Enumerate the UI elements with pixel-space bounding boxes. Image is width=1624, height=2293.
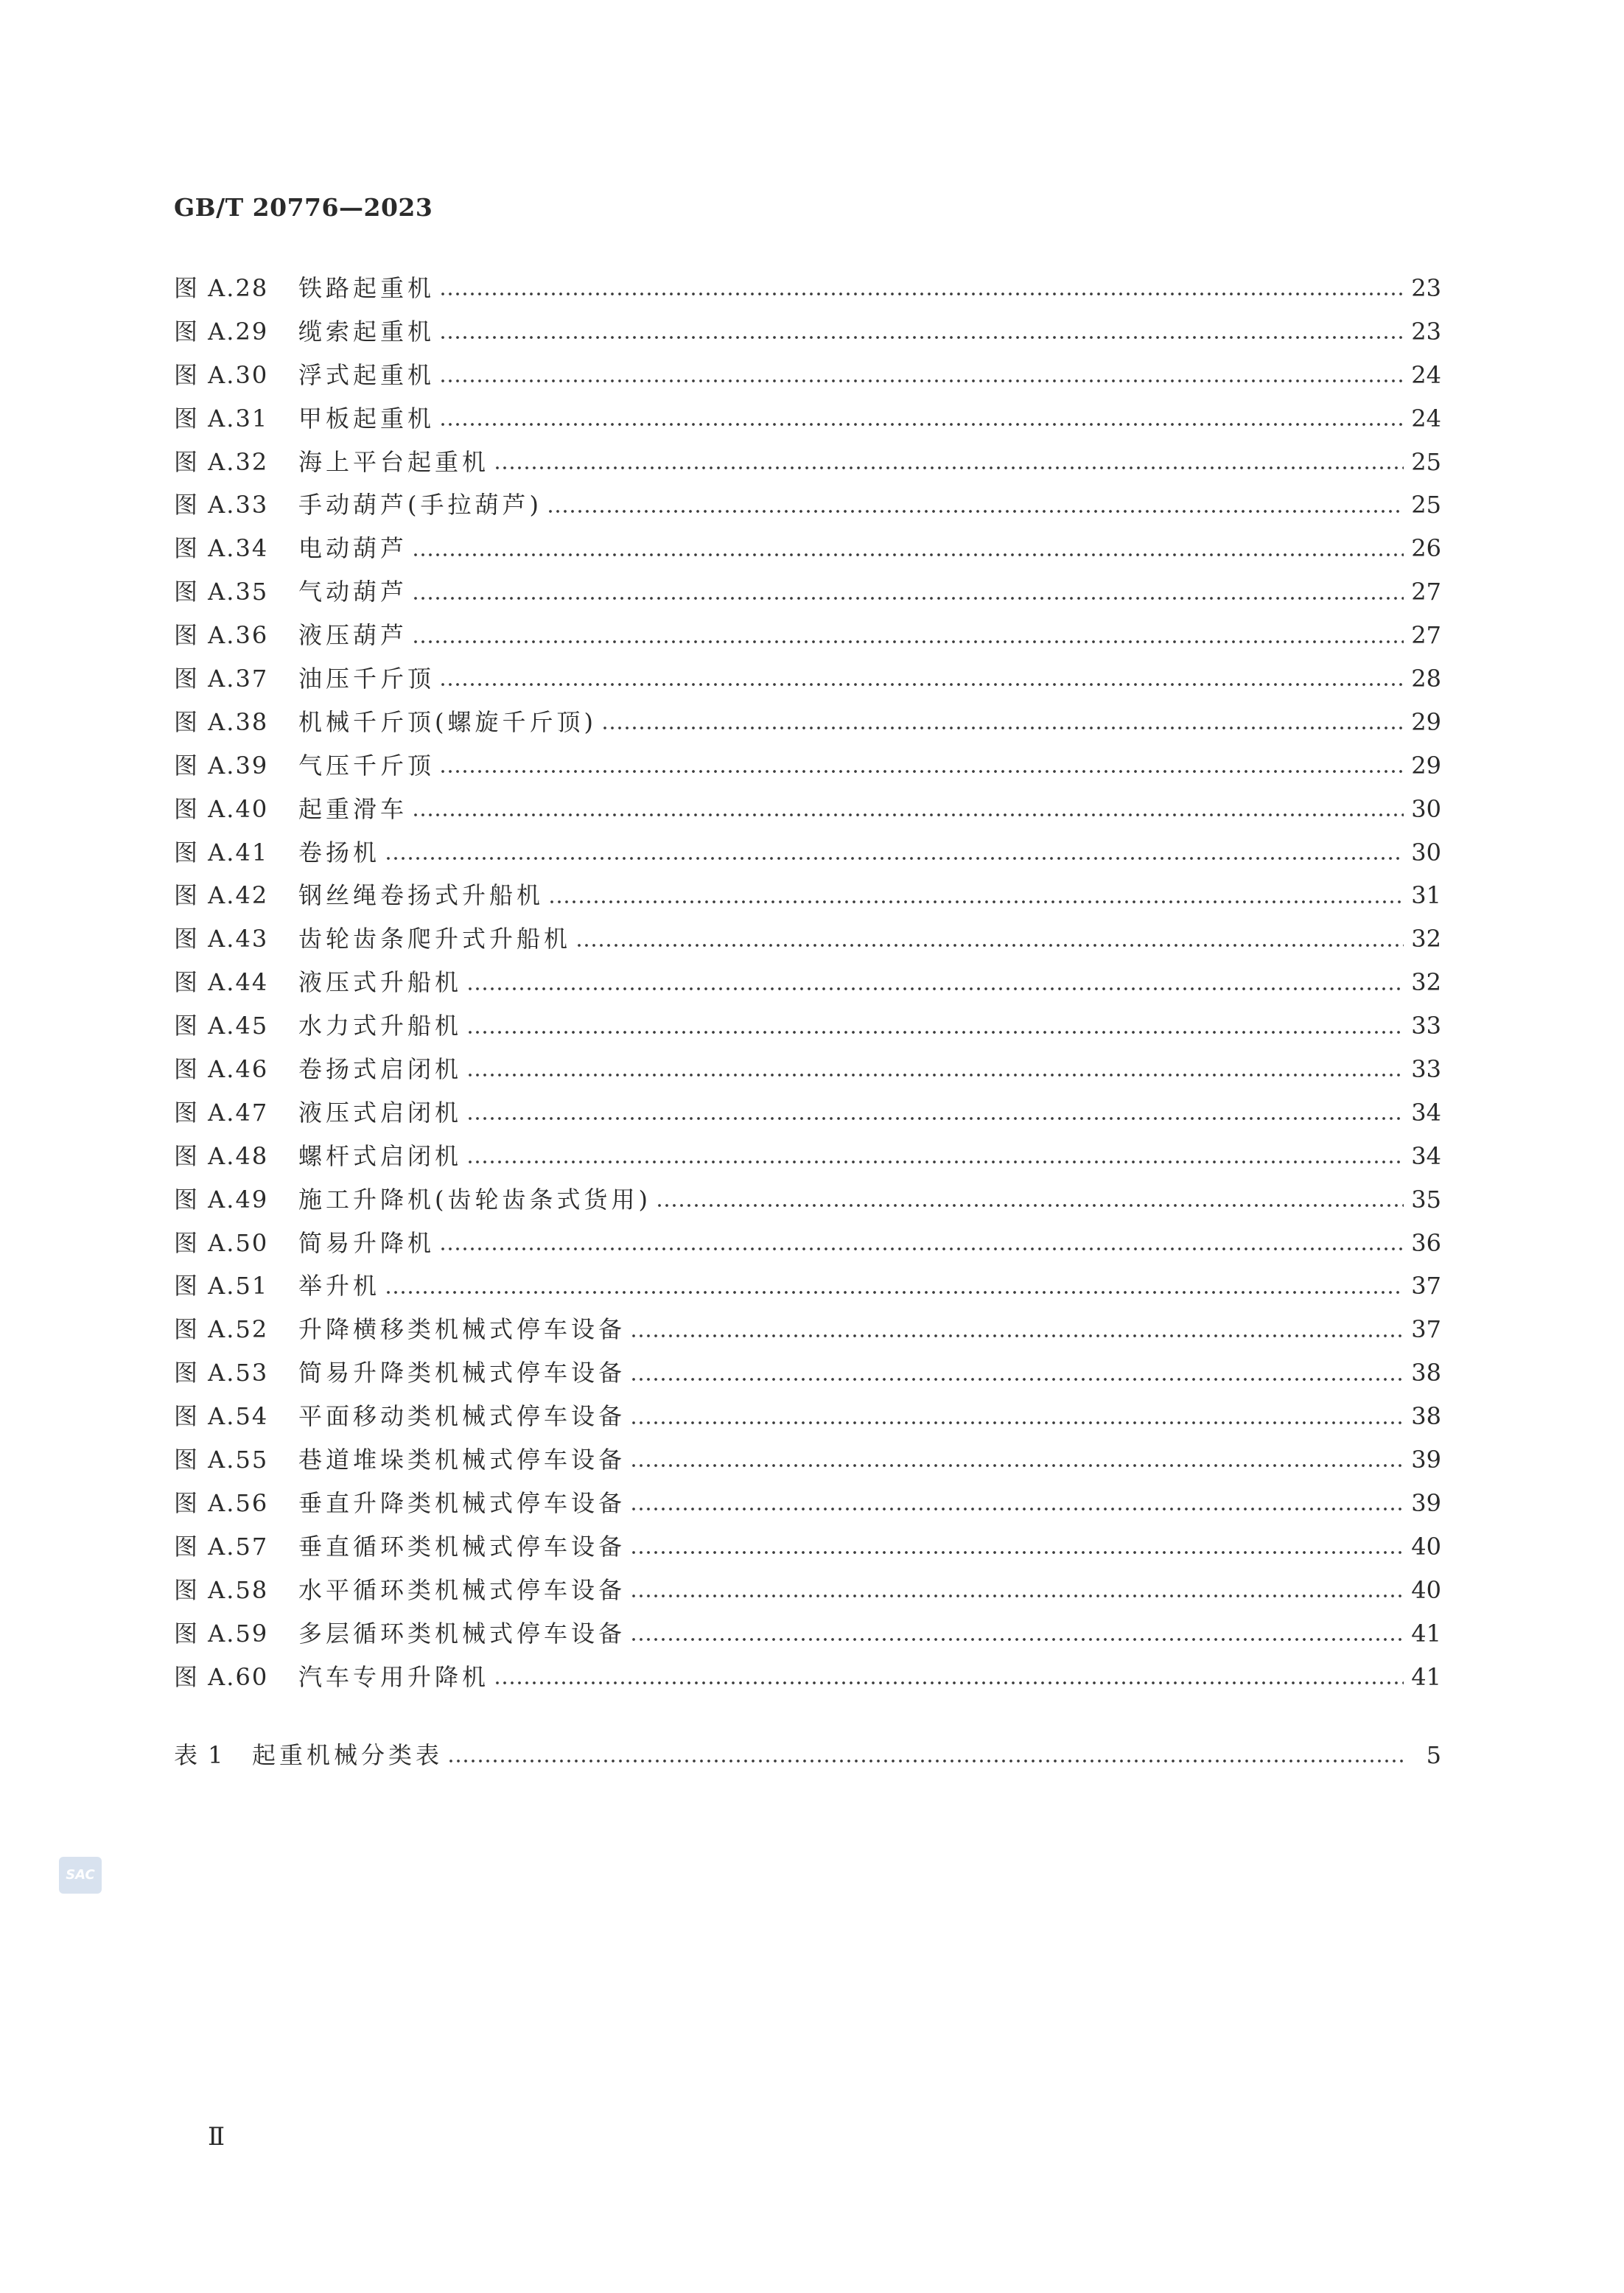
figure-title: 垂直升降类机械式停车设备	[298, 1488, 626, 1517]
toc-entry[interactable]	[174, 1525, 1441, 1569]
figure-title: 简易升降类机械式停车设备	[298, 1359, 626, 1387]
toc-entry[interactable]	[174, 1351, 1441, 1395]
toc-entry[interactable]	[174, 1395, 1441, 1438]
dot-leader	[494, 465, 1404, 471]
toc-entry[interactable]	[174, 397, 1441, 441]
figure-title: 缆索起重机	[298, 317, 435, 346]
dot-leader	[630, 1550, 1404, 1555]
figure-label: 图 A.58	[174, 1575, 269, 1604]
figure-page-number: 33	[1411, 1012, 1441, 1040]
figure-title: 气压千斤顶	[298, 751, 435, 780]
figure-label: 图 A.51	[174, 1272, 269, 1300]
figure-page-number: 40	[1411, 1532, 1441, 1561]
toc-entry[interactable]	[174, 1091, 1441, 1135]
figure-label: 图 A.28	[174, 274, 269, 302]
dot-leader	[548, 899, 1404, 905]
toc-entry[interactable]	[174, 527, 1441, 570]
figure-page-number: 40	[1411, 1575, 1441, 1604]
dot-leader	[630, 1333, 1404, 1339]
figure-title: 齿轮齿条爬升式升船机	[298, 925, 572, 953]
figure-page-number: 34	[1411, 1141, 1441, 1170]
figure-title: 平面移动类机械式停车设备	[298, 1402, 626, 1431]
figure-title: 海上平台起重机	[298, 447, 490, 476]
figure-title: 钢丝绳卷扬式升船机	[298, 881, 545, 910]
figure-title: 汽车专用升降机	[298, 1662, 490, 1691]
figure-page-number: 35	[1411, 1185, 1441, 1214]
figure-label: 图 A.40	[174, 794, 269, 823]
toc-entry[interactable]	[174, 1264, 1441, 1308]
figure-label: 图 A.29	[174, 317, 269, 346]
dot-leader	[439, 291, 1404, 297]
figure-title: 铁路起重机	[298, 274, 435, 302]
figure-page-number: 37	[1411, 1315, 1441, 1344]
dot-leader	[466, 1116, 1404, 1121]
figure-title: 简易升降机	[298, 1228, 435, 1257]
figure-title: 多层循环类机械式停车设备	[298, 1619, 626, 1648]
dot-leader	[466, 1159, 1404, 1165]
figure-page-number: 27	[1411, 578, 1441, 606]
figure-title: 施工升降机(齿轮齿条式货用)	[298, 1185, 651, 1214]
dot-leader	[547, 508, 1404, 514]
figure-label: 图 A.53	[174, 1359, 269, 1387]
figure-page-number: 39	[1411, 1446, 1441, 1474]
figure-title: 电动葫芦	[298, 534, 408, 563]
figure-label: 图 A.44	[174, 968, 269, 997]
figure-page-number: 36	[1411, 1228, 1441, 1257]
figure-page-number: 34	[1411, 1098, 1441, 1127]
sac-logo-icon: SAC	[59, 1857, 102, 1894]
figure-title: 甲板起重机	[298, 404, 435, 433]
toc-entry[interactable]	[174, 483, 1441, 527]
figure-label: 图 A.34	[174, 534, 269, 563]
figure-title: 巷道堆垛类机械式停车设备	[298, 1446, 626, 1474]
dot-leader	[630, 1463, 1404, 1468]
toc-entry[interactable]	[174, 570, 1441, 614]
toc-entry[interactable]	[174, 310, 1441, 354]
figure-page-number: 29	[1411, 707, 1441, 736]
dot-leader	[439, 335, 1404, 340]
figure-label: 图 A.38	[174, 707, 269, 736]
figure-page-number: 23	[1411, 317, 1441, 346]
figure-title: 水平循环类机械式停车设备	[298, 1575, 626, 1604]
figure-label: 图 A.30	[174, 360, 269, 389]
dot-leader	[466, 1072, 1404, 1078]
figure-page-number: 41	[1411, 1619, 1441, 1648]
dot-leader	[412, 595, 1404, 601]
toc-entry[interactable]	[174, 441, 1441, 484]
toc-entry[interactable]	[174, 1222, 1441, 1265]
figure-label: 图 A.43	[174, 925, 269, 953]
figure-label: 图 A.45	[174, 1012, 269, 1040]
figure-label: 图 A.59	[174, 1619, 269, 1648]
dot-leader	[656, 1202, 1404, 1208]
dot-leader	[439, 1246, 1404, 1252]
dot-leader	[630, 1376, 1404, 1382]
dot-leader	[385, 855, 1404, 861]
figure-page-number: 27	[1411, 621, 1441, 650]
figure-title: 机械千斤顶(螺旋千斤顶)	[298, 707, 597, 736]
figure-page-number: 23	[1411, 274, 1441, 302]
figure-label: 图 A.48	[174, 1141, 269, 1170]
figure-page-number: 30	[1411, 838, 1441, 867]
figure-title: 起重滑车	[298, 794, 408, 823]
figure-label: 图 A.31	[174, 404, 269, 433]
figure-label: 图 A.57	[174, 1532, 269, 1561]
dot-leader	[439, 378, 1404, 384]
toc-entry[interactable]	[174, 354, 1441, 397]
dot-leader	[575, 942, 1404, 948]
figure-label: 图 A.32	[174, 447, 269, 476]
toc-entry[interactable]	[174, 1656, 1441, 1699]
dot-leader	[630, 1593, 1404, 1599]
figure-page-number: 41	[1411, 1662, 1441, 1691]
dot-leader	[439, 682, 1404, 687]
figure-title: 液压式启闭机	[298, 1098, 463, 1127]
dot-leader	[439, 769, 1404, 774]
table-toc-entry[interactable]	[174, 1734, 1441, 1777]
dot-leader	[466, 1029, 1404, 1035]
figure-page-number: 39	[1411, 1488, 1441, 1517]
toc-entry[interactable]	[174, 1482, 1441, 1525]
figure-title: 水力式升船机	[298, 1012, 463, 1040]
figure-title: 手动葫芦(手拉葫芦)	[298, 491, 542, 519]
dot-leader	[412, 552, 1404, 558]
figure-title: 液压葫芦	[298, 621, 408, 650]
dot-leader	[385, 1289, 1404, 1295]
dot-leader	[630, 1506, 1404, 1512]
figure-title: 浮式起重机	[298, 360, 435, 389]
figure-title: 油压千斤顶	[298, 665, 435, 693]
figure-page-number: 29	[1411, 751, 1441, 780]
figure-page-number: 24	[1411, 404, 1441, 433]
figure-label: 图 A.49	[174, 1185, 269, 1214]
dot-leader	[630, 1420, 1404, 1426]
page-number: Ⅱ	[208, 2122, 225, 2152]
figure-page-number: 24	[1411, 360, 1441, 389]
figure-label: 图 A.56	[174, 1488, 269, 1517]
dot-leader	[630, 1636, 1404, 1642]
figure-page-number: 28	[1411, 665, 1441, 693]
toc-entry[interactable]	[174, 831, 1441, 875]
toc-entry[interactable]	[174, 874, 1441, 917]
dot-leader	[412, 639, 1404, 645]
dot-leader	[412, 812, 1404, 818]
figure-title: 升降横移类机械式停车设备	[298, 1315, 626, 1344]
figure-title: 液压式升船机	[298, 968, 463, 997]
toc-entry[interactable]	[174, 614, 1441, 657]
figure-label: 图 A.60	[174, 1662, 269, 1691]
toc-entry[interactable]	[174, 1178, 1441, 1222]
figure-label: 图 A.52	[174, 1315, 269, 1344]
figure-page-number: 25	[1411, 491, 1441, 519]
dot-leader	[439, 421, 1404, 427]
figure-toc	[174, 267, 1441, 1698]
dot-leader	[466, 986, 1404, 992]
figure-page-number: 32	[1411, 925, 1441, 953]
figure-label: 图 A.50	[174, 1228, 269, 1257]
table-title: 起重机械分类表	[252, 1741, 444, 1769]
figure-label: 图 A.47	[174, 1098, 269, 1127]
figure-title: 卷扬式启闭机	[298, 1055, 463, 1084]
figure-label: 图 A.37	[174, 665, 269, 693]
figure-page-number: 31	[1411, 881, 1441, 910]
figure-page-number: 32	[1411, 968, 1441, 997]
figure-title: 垂直循环类机械式停车设备	[298, 1532, 626, 1561]
figure-title: 举升机	[298, 1272, 381, 1300]
table-page-number: 5	[1426, 1741, 1441, 1769]
dot-leader	[494, 1680, 1404, 1686]
figure-label: 图 A.36	[174, 621, 269, 650]
figure-label: 图 A.35	[174, 578, 269, 606]
figure-label: 图 A.42	[174, 881, 269, 910]
figure-title: 螺杆式启闭机	[298, 1141, 463, 1170]
toc-entry[interactable]	[174, 1048, 1441, 1091]
toc-entry[interactable]	[174, 657, 1441, 701]
table-label: 表 1	[174, 1741, 225, 1769]
toc-entry[interactable]	[174, 961, 1441, 1004]
toc-entry[interactable]	[174, 1135, 1441, 1178]
figure-page-number: 30	[1411, 794, 1441, 823]
figure-label: 图 A.33	[174, 491, 269, 519]
toc-entry[interactable]	[174, 267, 1441, 310]
toc-entry[interactable]	[174, 1438, 1441, 1482]
figure-page-number: 38	[1411, 1359, 1441, 1387]
toc-entry[interactable]	[174, 788, 1441, 831]
toc-entry[interactable]	[174, 917, 1441, 961]
figure-page-number: 33	[1411, 1055, 1441, 1084]
figure-label: 图 A.39	[174, 751, 269, 780]
figure-title: 气动葫芦	[298, 578, 408, 606]
toc-entry[interactable]	[174, 1612, 1441, 1656]
figure-label: 图 A.54	[174, 1402, 269, 1431]
figure-page-number: 26	[1411, 534, 1441, 563]
toc-entry[interactable]	[174, 1004, 1441, 1048]
figure-title: 卷扬机	[298, 838, 381, 867]
figure-page-number: 37	[1411, 1272, 1441, 1300]
dot-leader	[601, 725, 1404, 731]
toc-entry[interactable]	[174, 1308, 1441, 1351]
standard-number: GB/T 20776—2023	[174, 193, 433, 222]
toc-entry[interactable]	[174, 701, 1441, 744]
toc-entry[interactable]	[174, 744, 1441, 788]
toc-entry[interactable]	[174, 1569, 1441, 1612]
figure-label: 图 A.46	[174, 1055, 269, 1084]
figure-label: 图 A.55	[174, 1446, 269, 1474]
figure-page-number: 25	[1411, 447, 1441, 476]
figure-label: 图 A.41	[174, 838, 269, 867]
dot-leader	[447, 1758, 1406, 1764]
figure-page-number: 38	[1411, 1402, 1441, 1431]
